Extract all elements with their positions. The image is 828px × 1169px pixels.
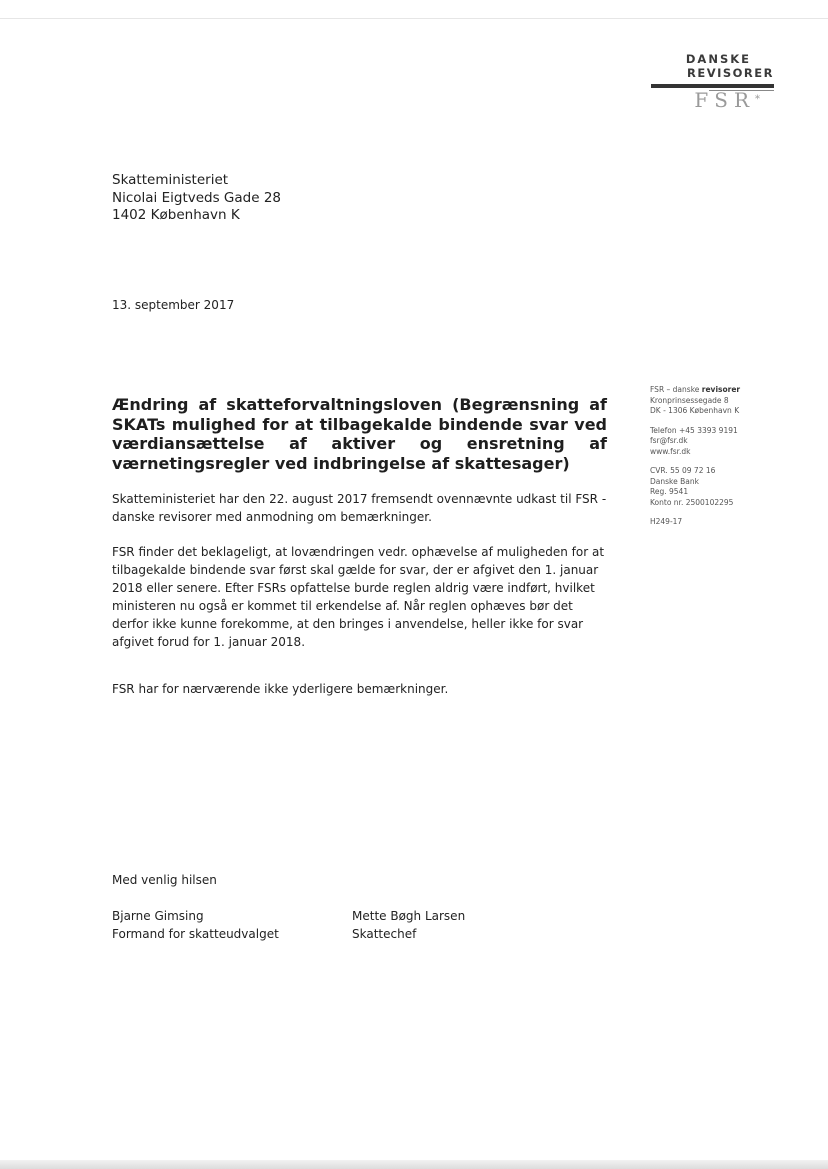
paragraph-main: FSR finder det beklageligt, at lovændringen vedr. ophævelse af muligheden for at tilbagekalde bindende svar først skal gælde for svar, der er afgivet den 1. januar 2018 eller senere. Efter FSRs opfattelse burde reglen aldrig være indført, hvilket ministeren nu også er kommet til erkendelse af. Når reglen ophæves bør det derfor ikke kunne forekomme, at den bringes i anvendelse, heller ikke for svar afgivet forud for 1. januar 2018. bbox=[112, 545, 605, 649]
signatory-role: Skattechef bbox=[352, 927, 417, 941]
recipient-address bbox=[112, 172, 281, 225]
sender-cvr: CVR. 55 09 72 16 bbox=[650, 466, 716, 475]
paragraph-intro: Skatteministeriet har den 22. august 2017 fremsendt ovennævnte udkast til FSR - danske revisorer med anmodning om bemærkninger. bbox=[112, 492, 607, 524]
sender-account: Konto nr. 2500102295 bbox=[650, 497, 734, 507]
sender-org-prefix: FSR – danske bbox=[650, 385, 702, 394]
sender-contact bbox=[650, 426, 790, 458]
signatory-name: Bjarne Gimsing bbox=[112, 909, 204, 923]
sender-city: DK - 1306 København K bbox=[650, 406, 740, 415]
closing-greeting: Med venlig hilsen bbox=[112, 873, 217, 887]
fsr-logo bbox=[649, 52, 774, 111]
sender-reference bbox=[650, 517, 790, 528]
letter-date: 13. september 2017 bbox=[112, 298, 235, 312]
recipient-name: Skatteministeriet bbox=[112, 172, 229, 188]
signatory-1 bbox=[112, 907, 279, 943]
logo-star-icon: * bbox=[755, 94, 766, 105]
sender-address bbox=[650, 385, 790, 417]
logo-mark-text: FSR bbox=[694, 88, 755, 112]
sender-bank-name: Danske Bank bbox=[650, 476, 699, 486]
page-top-edge bbox=[0, 18, 828, 19]
signatory-role: Formand for skatteudvalget bbox=[112, 927, 279, 941]
page-bottom-edge bbox=[0, 1160, 828, 1169]
sender-info bbox=[650, 385, 790, 537]
logo-text-revisorer: REVISORER bbox=[686, 66, 774, 80]
sender-org bbox=[650, 385, 790, 396]
sender-reg: Reg. 9541 bbox=[650, 487, 689, 496]
letter-title: Ændring af skatteforvaltningsloven (Begrænsning af SKATs mulighed for at tilbagekalde bindende svar ved værdiansættelse af aktiver og ensretning af værnetingsregler ved indbringelse af skattesager) bbox=[112, 395, 607, 473]
recipient-city: 1402 København K bbox=[112, 207, 240, 223]
sender-web: www.fsr.dk bbox=[650, 446, 691, 456]
signatory-name: Mette Bøgh Larsen bbox=[352, 909, 466, 923]
sender-org-bold: revisorer bbox=[701, 385, 741, 394]
sender-phone: Telefon +45 3393 9191 bbox=[650, 425, 738, 435]
signatory-2 bbox=[352, 907, 465, 943]
sender-email: fsr@fsr.dk bbox=[650, 436, 688, 445]
recipient-street: Nicolai Eigtveds Gade 28 bbox=[112, 189, 282, 206]
sender-ref: H249-17 bbox=[650, 517, 683, 526]
logo-text-danske: DANSKE bbox=[685, 52, 751, 66]
sender-street: Kronprinsessegade 8 bbox=[650, 395, 729, 405]
paragraph-final: FSR har for nærværende ikke yderligere bemærkninger. bbox=[112, 682, 449, 696]
sender-bank bbox=[650, 466, 790, 508]
logo-mark bbox=[649, 89, 766, 111]
